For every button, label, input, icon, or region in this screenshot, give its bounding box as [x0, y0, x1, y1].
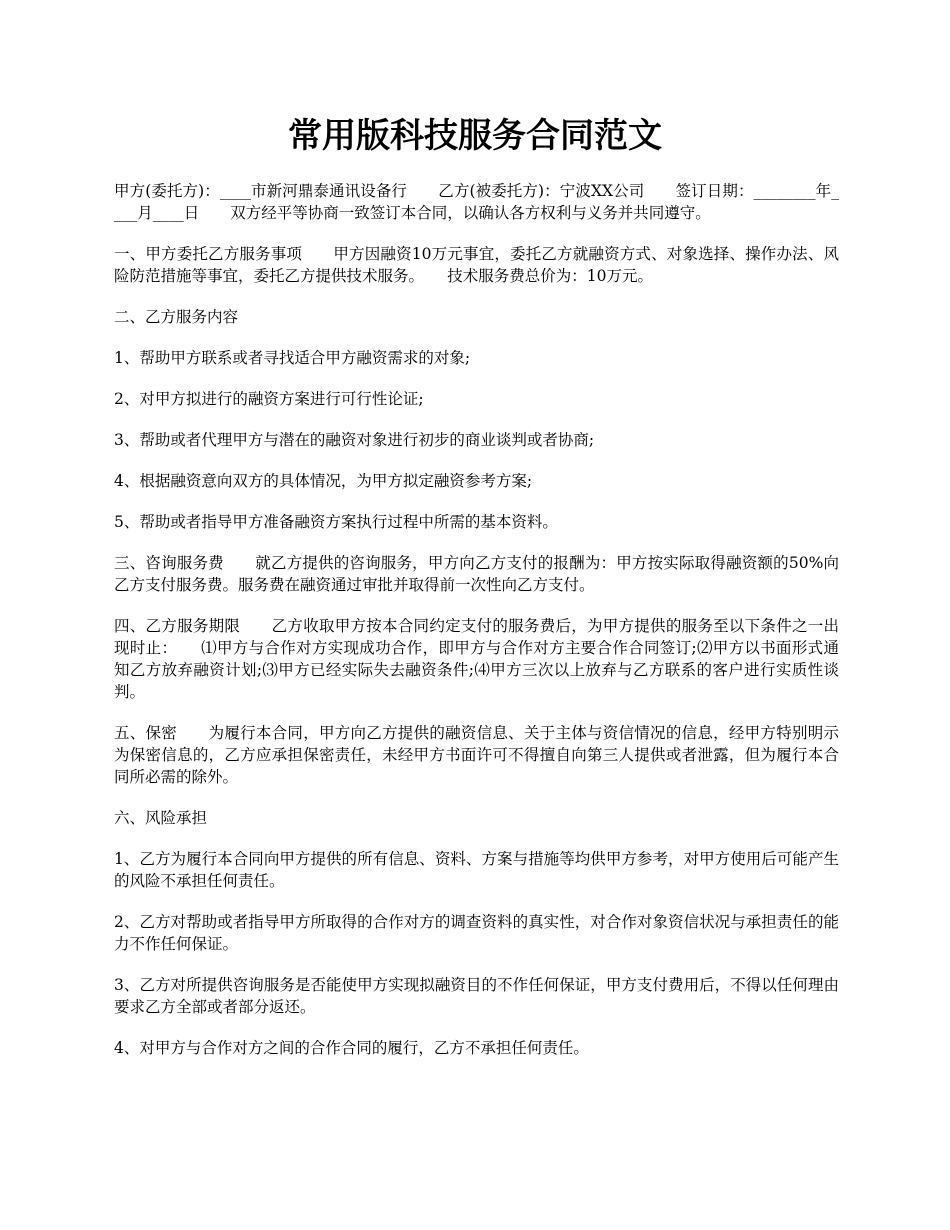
paragraph-parties: 甲方(委托方)：____市新河鼎泰通讯设备行 乙方(被委托方)：宁波XX公司 签订日期：________年____月____日 双方经平等协商一致签订本合同，以确认各方权利与义务并共同遵守。 [114, 182, 839, 222]
paragraph-section-2-item-5: 5、帮助或者指导甲方准备融资方案执行过程中所需的基本资料。 [114, 513, 558, 531]
paragraph-section-2-item-3: 3、帮助或者代理甲方与潜在的融资对象进行初步的商业谈判或者协商; [114, 431, 595, 449]
paragraph-section-2-item-4: 4、根据融资意向双方的具体情况，为甲方拟定融资参考方案; [114, 472, 533, 490]
paragraph-section-3: 三、咨询服务费 就乙方提供的咨询服务，甲方向乙方支付的报酬为：甲方按实际取得融资额的50%向乙方支付服务费。服务费在融资通过审批并取得前一次性向乙方支付。 [114, 554, 839, 594]
document-title: 常用版科技服务合同范文 [288, 116, 662, 156]
paragraph-section-2-item-2: 2、对甲方拟进行的融资方案进行可行性论证; [114, 390, 424, 408]
paragraph-section-1: 一、甲方委托乙方服务事项 甲方因融资10万元事宜，委托乙方就融资方式、对象选择、操作办法、风险防范措施等事宜，委托乙方提供技术服务。 技术服务费总价为：10万元。 [114, 245, 839, 285]
document-body [114, 180, 839, 1078]
paragraph-section-2-heading: 二、乙方服务内容 [114, 308, 239, 326]
paragraph-section-6-item-3: 3、乙方对所提供咨询服务是否能使甲方实现拟融资目的不作任何保证，甲方支付费用后，不得以任何理由要求乙方全部或者部分返还。 [114, 976, 839, 1016]
paragraph-section-6-item-2: 2、乙方对帮助或者指导甲方所取得的合作对方的调查资料的真实性，对合作对象资信状况与承担责任的能力不作任何保证。 [114, 913, 839, 953]
paragraph-section-6-item-1: 1、乙方为履行本合同向甲方提供的所有信息、资料、方案与措施等均供甲方参考，对甲方使用后可能产生的风险不承担任何责任。 [114, 850, 839, 890]
paragraph-section-2-item-1: 1、帮助甲方联系或者寻找适合甲方融资需求的对象; [114, 349, 471, 367]
paragraph-section-6-heading: 六、风险承担 [114, 809, 208, 827]
paragraph-section-5: 五、保密 为履行本合同，甲方向乙方提供的融资信息、关于主体与资信情况的信息，经甲方特别明示为保密信息的，乙方应承担保密责任，未经甲方书面许可不得擅自向第三人提供或者泄露，但为履行本合同所必需的除外。 [114, 724, 839, 786]
paragraph-section-6-item-4: 4、对甲方与合作对方之间的合作合同的履行，乙方不承担任何责任。 [114, 1039, 589, 1057]
paragraph-section-4: 四、乙方服务期限 乙方收取甲方按本合同约定支付的服务费后，为甲方提供的服务至以下条件之一出现时止： ⑴甲方与合作对方实现成功合作，即甲方与合作对方主要合作合同签订;⑵甲方以书面形式通知乙方放弃融资计划;⑶甲方已经实际失去融资条件;⑷甲方三次以上放弃与乙方联系的客户进行实质性谈判。 [114, 617, 839, 701]
